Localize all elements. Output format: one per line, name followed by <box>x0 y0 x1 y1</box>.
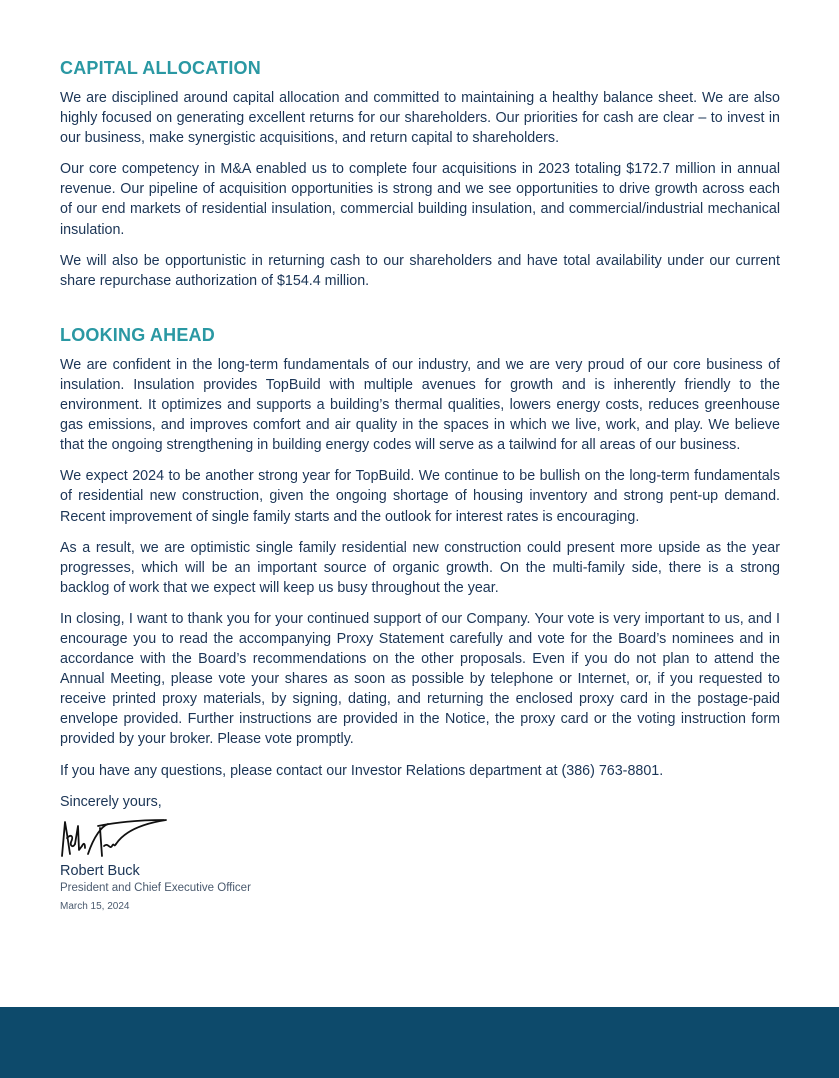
paragraph: We will also be opportunistic in returning cash to our shareholders and have total availability under our current share repurchase authorization of $154.4 million. <box>60 252 780 289</box>
paragraph: Our core competency in M&A enabled us to complete four acquisitions in 2023 totaling $172.7 million in annual revenue. Our pipeline of acquisition opportunities is strong and we see opportunities to drive growth across each of our end markets of residential insulation, commercial building insulation, and commercial/industrial mechanical insulation. <box>60 161 780 238</box>
section-heading: CAPITAL ALLOCATION <box>60 58 261 78</box>
footer-band <box>0 1007 839 1078</box>
section-looking-ahead <box>60 323 780 781</box>
paragraph: We are confident in the long-term fundamentals of our industry, and we are very proud of our core business of insulation. Insulation provides TopBuild with multiple avenues for growth and is inherently friendly to the environment. It optimizes and supports a building’s thermal qualities, lowers energy costs, reduces greenhouse gas emissions, and improves comfort and air quality in the spaces in which we live, work, and play. We believe that the ongoing strengthening in building energy codes will serve as a tailwind for all areas of our business. <box>60 356 780 454</box>
paragraph: In closing, I want to thank you for your continued support of our Company. Your vote is very important to us, and I encourage you to read the accompanying Proxy Statement carefully and vote for the Board’s nominees and in accordance with the Board’s recommendations on the other proposals. Even if you do not plan to attend the Annual Meeting, please vote your shares as soon as possible by telephone or Internet, or, if you requested to receive printed proxy materials, by signing, dating, and returning the enclosed proxy card in the postage-paid envelope provided. Further instructions are provided in the Notice, the proxy card or the voting instruction form provided by your broker. Please vote promptly. <box>60 610 780 748</box>
section-heading: LOOKING AHEAD <box>60 324 215 345</box>
section-capital-allocation <box>60 56 780 291</box>
paragraph: If you have any questions, please contact our Investor Relations department at (386) 763-8801. <box>60 762 664 779</box>
paragraph: As a result, we are optimistic single family residential new construction could present more upside as the year progresses, which will be an important source of organic growth. On the multi-family side, there is a strong backlog of work that we expect will keep us busy throughout the year. <box>60 539 780 596</box>
closing-block <box>60 792 780 915</box>
salutation: Sincerely yours, <box>60 793 162 810</box>
paragraph: We expect 2024 to be another strong year for TopBuild. We continue to be bullish on the long-term fundamentals of residential new construction, given the ongoing shortage of housing inventory and strong pent-up demand. Recent improvement of single family starts and the outlook for interest rates is encouraging. <box>60 468 780 525</box>
letter-content <box>60 56 780 915</box>
signer-title: President and Chief Executive Officer <box>60 881 251 894</box>
signer-name: Robert Buck <box>60 862 140 879</box>
signature-icon <box>58 816 170 860</box>
paragraph: We are disciplined around capital allocation and committed to maintaining a healthy balance sheet. We are also highly focused on generating excellent returns for our shareholders. Our priorities for cash are clear – to invest in our business, make synergistic acquisitions, and return capital to shareholders. <box>60 90 780 147</box>
letter-date: March 15, 2024 <box>60 900 130 912</box>
